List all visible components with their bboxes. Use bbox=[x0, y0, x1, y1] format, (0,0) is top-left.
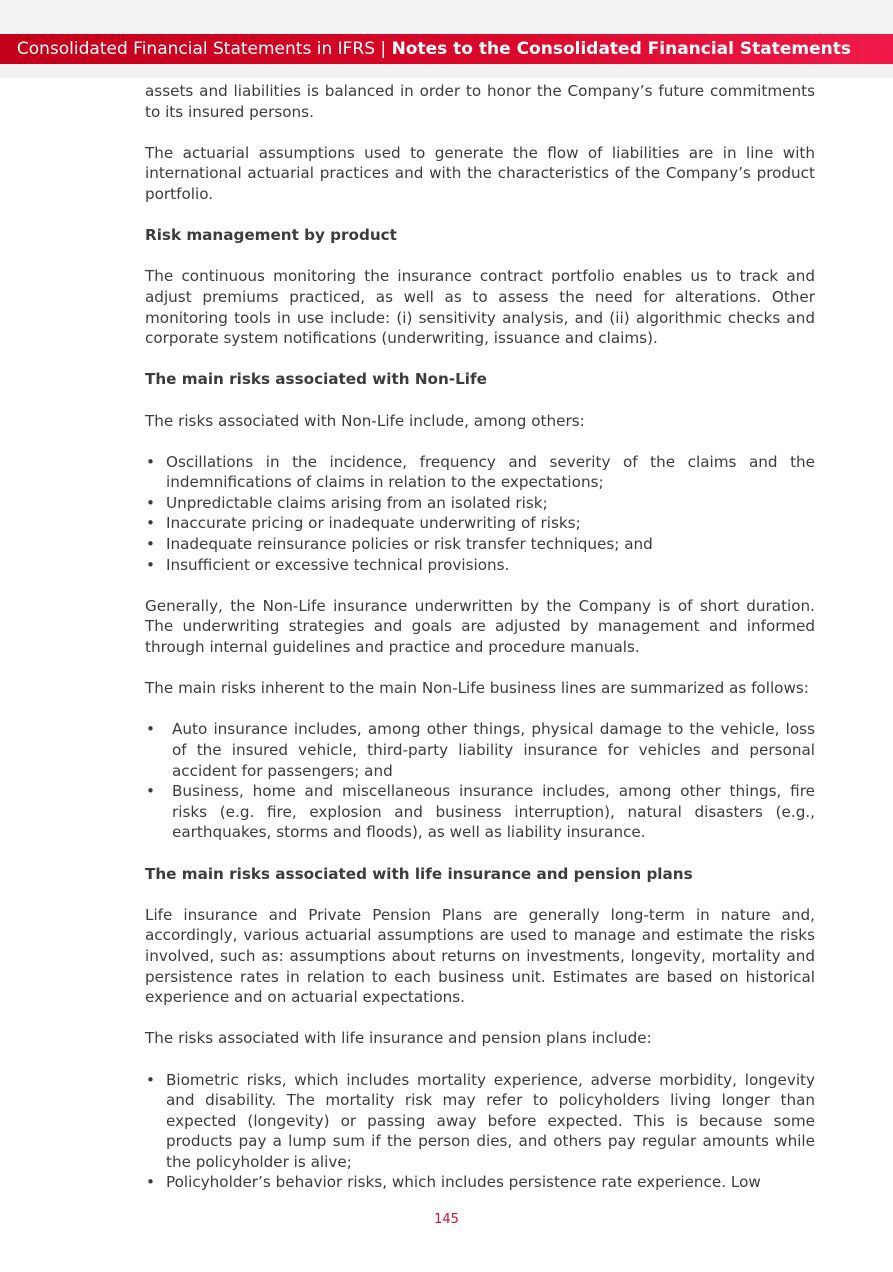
bullet-icon: • bbox=[146, 452, 155, 471]
paragraph-monitoring: The continuous monitoring the insurance contract portfolio enables us to track and adjust premiums practiced, as well as to assess the need for alterations. Other monitoring tools in use include: (i) sensitivity analysis, and (ii) algorithmic checks and corporate system notifications (underwriting, issuance and claims). bbox=[145, 267, 815, 348]
list-item bbox=[145, 1070, 815, 1173]
bullet-icon: • bbox=[146, 535, 155, 554]
page-number: 145 bbox=[434, 1212, 459, 1227]
bullet-icon: • bbox=[146, 493, 155, 512]
bullet-icon: • bbox=[146, 514, 155, 533]
list-item bbox=[145, 719, 815, 781]
non-life-risk-list bbox=[145, 452, 815, 576]
list-item-text: Auto insurance includes, among other things, physical damage to the vehicle, loss of the insured vehicle, third-party liability insurance for vehicles and personal accident for passengers; and bbox=[172, 720, 815, 780]
paragraph-business-lines-intro: The main risks inherent to the main Non-Life business lines are summarized as follows: bbox=[145, 679, 809, 698]
list-item bbox=[145, 555, 815, 576]
list-item bbox=[145, 534, 815, 555]
header-text bbox=[17, 34, 851, 64]
list-item-text: Policyholder’s behavior risks, which includes persistence rate experience. Low bbox=[166, 1173, 761, 1192]
bullet-icon: • bbox=[146, 720, 155, 739]
list-item bbox=[145, 781, 815, 843]
list-item bbox=[145, 493, 815, 514]
list-item-text: Inaccurate pricing or inadequate underwriting of risks; bbox=[166, 514, 581, 533]
life-risk-list bbox=[145, 1070, 815, 1194]
paragraph-non-life-intro: The risks associated with Non-Life include, among others: bbox=[145, 411, 585, 430]
list-item-text: Unpredictable claims arising from an isolated risk; bbox=[166, 493, 548, 512]
header-bottom-band bbox=[0, 64, 893, 78]
heading-non-life-risks: The main risks associated with Non-Life bbox=[145, 370, 487, 389]
bullet-icon: • bbox=[146, 782, 155, 801]
business-lines-list bbox=[145, 719, 815, 843]
list-item bbox=[145, 452, 815, 493]
paragraph-actuarial-assumptions: The actuarial assumptions used to generate the flow of liabilities are in line with international actuarial practices and with the characteristics of the Company’s product portfolio. bbox=[145, 143, 815, 203]
paragraph-life-pension: Life insurance and Private Pension Plans are generally long-term in nature and, accordingly, various actuarial assumptions are used to manage and estimate the risks involved, such as: assumptions about returns on investments, longevity, mortality and persistence rates in relation to each business unit. Estimates are based on historical experience and on actuarial expectations. bbox=[145, 905, 815, 1007]
paragraph-life-risks-intro: The risks associated with life insurance and pension plans include: bbox=[145, 1029, 652, 1048]
bullet-icon: • bbox=[146, 1173, 155, 1192]
bullet-icon: • bbox=[146, 1070, 155, 1089]
top-margin-band bbox=[0, 0, 893, 34]
header-section-title: Consolidated Financial Statements in IFRS bbox=[16, 39, 376, 59]
list-item bbox=[145, 513, 815, 534]
paragraph-non-life-duration: Generally, the Non-Life insurance underwritten by the Company is of short duration. The underwriting strategies and goals are adjusted by management and informed through internal guidelines and practice and procedure manuals. bbox=[145, 596, 815, 657]
list-item bbox=[145, 1172, 815, 1193]
bullet-icon: • bbox=[146, 555, 155, 574]
header-separator: | bbox=[380, 39, 387, 59]
list-item-text: Business, home and miscellaneous insurance includes, among other things, fire risks (e.g. fire, explosion and business interruption), natural disasters (e.g., earthquakes, storms and floods), as well as liability insurance. bbox=[172, 782, 815, 842]
list-item-text: Inadequate reinsurance policies or risk transfer techniques; and bbox=[166, 535, 653, 554]
list-item-text: Biometric risks, which includes mortality experience, adverse morbidity, longevity and disability. The mortality risk may refer to policyholders living longer than expected (longevity) or passing away before expected. This is because some products pay a lump sum if the person dies, and others pay regular amounts while the policyholder is alive; bbox=[166, 1070, 815, 1171]
heading-life-pension-risks: The main risks associated with life insurance and pension plans bbox=[145, 864, 693, 883]
page-body bbox=[145, 81, 815, 1214]
list-item-text: Oscillations in the incidence, frequency and severity of the claims and the indemnifications of claims in relation to the expectations; bbox=[166, 452, 815, 492]
header-chapter-title: Notes to the Consolidated Financial Statements bbox=[391, 39, 851, 59]
paragraph-intro-continued: assets and liabilities is balanced in order to honor the Company’s future commitments to its insured persons. bbox=[145, 82, 815, 121]
page-header-bar bbox=[0, 34, 893, 64]
heading-risk-management-by-product: Risk management by product bbox=[145, 226, 397, 245]
list-item-text: Insufficient or excessive technical provisions. bbox=[166, 555, 510, 574]
